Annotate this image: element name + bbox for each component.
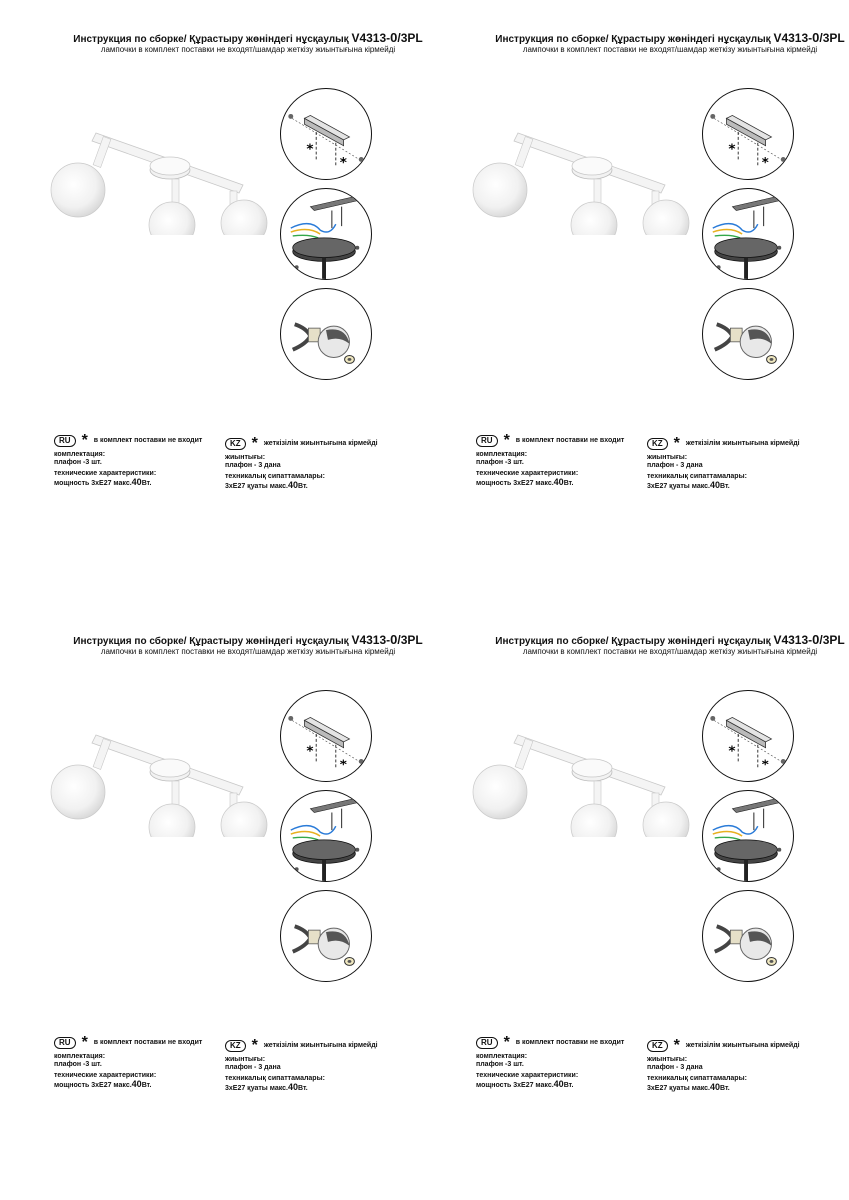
star-mark-b: *: [761, 155, 769, 172]
step3-globe-install: [702, 890, 794, 982]
model-number: V4313-0/3PL: [773, 632, 845, 647]
kz-info: [647, 1037, 800, 1093]
page-title: [48, 632, 448, 647]
kz-set-value: плафон - 3 дана: [225, 1064, 281, 1071]
ru-info: [476, 432, 625, 488]
ru-set-label: комплектация:: [476, 451, 528, 458]
page-title: [470, 30, 849, 45]
ru-badge: RU: [476, 435, 498, 447]
ru-info: [476, 1034, 625, 1090]
kz-spec-value: 3xE27 қуаты макс.40Вт.: [647, 480, 730, 490]
step2-wiring-canopy: [280, 790, 372, 882]
kz-info: [225, 1037, 378, 1093]
kz-badge: KZ: [647, 438, 668, 450]
model-number: V4313-0/3PL: [773, 30, 845, 45]
ru-set-value: плафон -3 шт.: [54, 459, 102, 466]
kz-badge: KZ: [225, 1040, 246, 1052]
ru-spec-value: мощность 3xE27 макс.40Вт.: [476, 1079, 574, 1089]
lamp-illustration: [470, 75, 695, 235]
step1-mounting-bracket: [280, 88, 372, 180]
star-mark-b: *: [339, 757, 347, 774]
model-number: V4313-0/3PL: [351, 30, 423, 45]
kz-spec-value: 3xE27 қуаты макс.40Вт.: [225, 1082, 308, 1092]
step1-mounting-bracket: [702, 690, 794, 782]
star-mark-b: *: [339, 155, 347, 172]
kz-info: [647, 435, 800, 491]
kz-spec-label: техникалық сипаттамалары:: [225, 473, 325, 480]
kz-info: [225, 435, 378, 491]
kz-set-value: плафон - 3 дана: [647, 1064, 703, 1071]
ru-info: [54, 432, 203, 488]
ru-note: в комплект поставки не входит: [93, 437, 203, 444]
lamp-illustration: [48, 75, 273, 235]
step3-globe-install: [280, 890, 372, 982]
instruction-panel: [470, 632, 849, 1192]
step3-globe-install: [280, 288, 372, 380]
ru-set-label: комплектация:: [54, 451, 106, 458]
instruction-panel: [48, 30, 448, 590]
bulbs-note: лампочки в комплект поставки не входят/шамдар жеткізу жиынтығына кірмейді: [522, 647, 818, 656]
star-mark: *: [81, 1034, 88, 1051]
kz-spec-label: техникалық сипаттамалары:: [225, 1075, 325, 1082]
lamp-illustration: [470, 677, 695, 837]
star-mark-a: *: [728, 141, 736, 158]
ru-spec-value: мощность 3xE27 макс.40Вт.: [54, 1079, 152, 1089]
kz-set-label: жиынтығы:: [647, 1056, 688, 1063]
kz-badge: KZ: [225, 438, 246, 450]
star-mark: *: [251, 1037, 258, 1054]
title-text: Инструкция по сборке/ Құрастыру жөніндегі нұсқаулық: [495, 636, 771, 647]
step2-wiring-canopy: [702, 188, 794, 280]
star-mark-a: *: [306, 743, 314, 760]
title-text: Инструкция по сборке/ Құрастыру жөніндегі нұсқаулық: [495, 34, 771, 45]
kz-set-label: жиынтығы:: [647, 454, 688, 461]
kz-badge: KZ: [647, 1040, 668, 1052]
ru-note: в комплект поставки не входит: [515, 437, 625, 444]
ru-spec-label: технические характеристики:: [476, 1072, 579, 1079]
kz-set-label: жиынтығы:: [225, 454, 266, 461]
star-mark: *: [251, 435, 258, 452]
kz-note: жеткізілім жиынтығына кірмейді: [263, 440, 378, 447]
star-mark: *: [503, 432, 510, 449]
step2-wiring-canopy: [280, 188, 372, 280]
step3-globe-install: [702, 288, 794, 380]
page-title: [470, 632, 849, 647]
kz-spec-value: 3xE27 қуаты макс.40Вт.: [225, 480, 308, 490]
model-number: V4313-0/3PL: [351, 632, 423, 647]
kz-set-value: плафон - 3 дана: [647, 462, 703, 469]
step1-mounting-bracket: [280, 690, 372, 782]
kz-spec-value: 3xE27 қуаты макс.40Вт.: [647, 1082, 730, 1092]
instruction-panel: [470, 30, 849, 590]
star-mark: *: [503, 1034, 510, 1051]
ru-set-value: плафон -3 шт.: [476, 1061, 524, 1068]
kz-note: жеткізілім жиынтығына кірмейді: [685, 440, 800, 447]
star-mark: *: [673, 435, 680, 452]
kz-set-value: плафон - 3 дана: [225, 462, 281, 469]
ru-set-label: комплектация:: [54, 1053, 106, 1060]
star-mark-a: *: [306, 141, 314, 158]
ru-spec-label: технические характеристики:: [54, 1072, 157, 1079]
ru-badge: RU: [54, 1037, 76, 1049]
ru-set-value: плафон -3 шт.: [476, 459, 524, 466]
ru-set-value: плафон -3 шт.: [54, 1061, 102, 1068]
ru-spec-value: мощность 3xE27 макс.40Вт.: [54, 477, 152, 487]
bulbs-note: лампочки в комплект поставки не входят/шамдар жеткізу жиынтығына кірмейді: [100, 45, 396, 54]
star-mark: *: [673, 1037, 680, 1054]
ru-badge: RU: [476, 1037, 498, 1049]
ru-info: [54, 1034, 203, 1090]
bulbs-note: лампочки в комплект поставки не входят/шамдар жеткізу жиынтығына кірмейді: [100, 647, 396, 656]
ru-badge: RU: [54, 435, 76, 447]
kz-note: жеткізілім жиынтығына кірмейді: [685, 1042, 800, 1049]
star-mark: *: [81, 432, 88, 449]
title-text: Инструкция по сборке/ Құрастыру жөніндегі нұсқаулық: [73, 34, 349, 45]
ru-spec-value: мощность 3xE27 макс.40Вт.: [476, 477, 574, 487]
step1-mounting-bracket: [702, 88, 794, 180]
ru-note: в комплект поставки не входит: [515, 1039, 625, 1046]
star-mark-a: *: [728, 743, 736, 760]
star-mark-b: *: [761, 757, 769, 774]
step2-wiring-canopy: [702, 790, 794, 882]
lamp-illustration: [48, 677, 273, 837]
kz-spec-label: техникалық сипаттамалары:: [647, 473, 747, 480]
kz-set-label: жиынтығы:: [225, 1056, 266, 1063]
kz-note: жеткізілім жиынтығына кірмейді: [263, 1042, 378, 1049]
title-text: Инструкция по сборке/ Құрастыру жөніндегі нұсқаулық: [73, 636, 349, 647]
instruction-panel: [48, 632, 448, 1192]
ru-spec-label: технические характеристики:: [476, 470, 579, 477]
ru-note: в комплект поставки не входит: [93, 1039, 203, 1046]
ru-spec-label: технические характеристики:: [54, 470, 157, 477]
kz-spec-label: техникалық сипаттамалары:: [647, 1075, 747, 1082]
page-title: [48, 30, 448, 45]
bulbs-note: лампочки в комплект поставки не входят/шамдар жеткізу жиынтығына кірмейді: [522, 45, 818, 54]
ru-set-label: комплектация:: [476, 1053, 528, 1060]
